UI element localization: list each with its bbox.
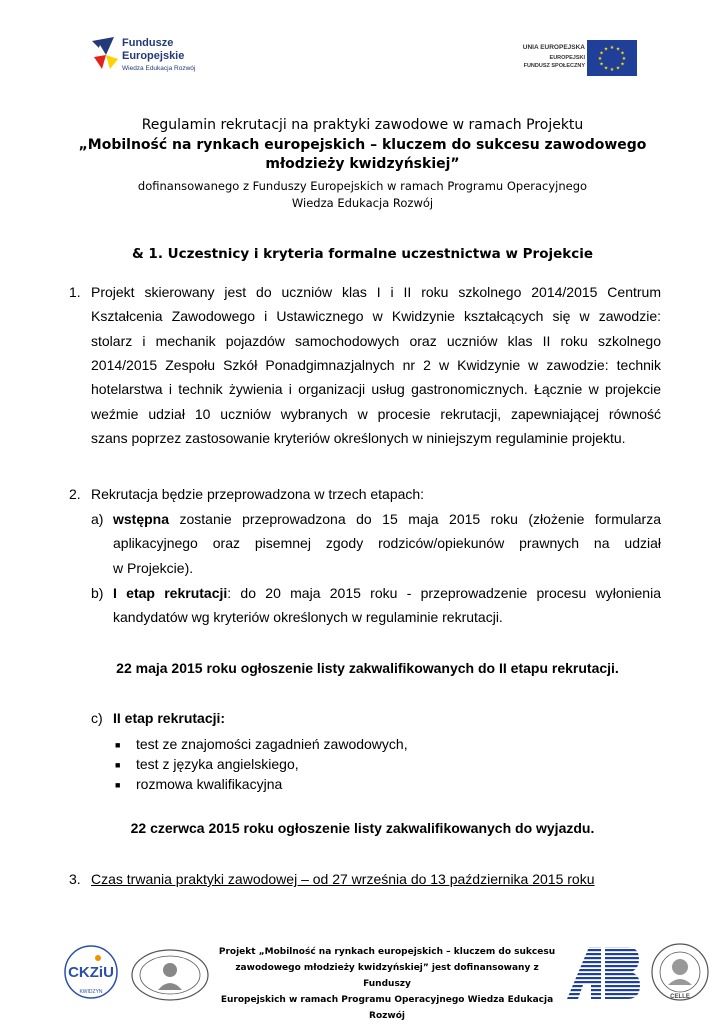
celle-seal-icon [650,941,710,1003]
svg-text:★: ★ [615,65,621,72]
ckziu-logo-text: CKZiU [68,964,114,981]
eu-flag-icon [587,40,637,76]
item-2b-line1 [113,585,661,601]
svg-text:★: ★ [621,56,627,62]
svg-text:★: ★ [599,61,604,68]
school-seal-icon [130,948,210,1003]
item-1-line: 2014/2015 Zespołu Szkół Ponadgimnazjalnych nr 2 w Kwidzynie w zawodzie: technik [91,357,661,373]
bullet-icon: ■ [115,740,121,750]
bullet-item: test z języka angielskiego, [136,756,299,772]
fe-logo-line3: Wiedza Edukacja Rozwój [122,65,196,72]
ckziu-emblem-icon [62,943,120,1001]
item-3-text: Czas trwania praktyki zawodowej – od 27 września do 13 października 2015 roku [91,871,595,887]
svg-text:★: ★ [615,46,621,53]
item-2c-heading: II etap rekrutacji: [113,710,226,726]
svg-text:★: ★ [620,61,625,68]
svg-text:★: ★ [609,45,615,51]
svg-text:★: ★ [603,46,609,53]
svg-text:★: ★ [609,67,615,73]
eu-logo-line3: FUNDUSZ SPOŁECZNY [523,63,585,69]
document-title: Regulamin rekrutacji na praktyki zawodowe w ramach Projektu [141,117,584,133]
item-1-line: Projekt skierowany jest do uczniów klas I i II roku szkolnego 2014/2015 Centrum [91,284,661,300]
ckziu-logo-subtext: KWIDZYN [79,989,103,995]
item-2-number: 2. [69,486,81,502]
item-1-line: szans poprzez zastosowanie kryteriów określonych w niniejszym regulaminie projektu. [91,430,626,446]
ckziu-logo [62,943,120,1001]
svg-text:★: ★ [597,56,603,62]
item-2a-rest: zostanie przeprowadzona do 15 maja 2015 roku (złożenie formularza [169,511,661,527]
footer-line3: Europejskich w ramach Programu Operacyjnego Wiedza Edukacja Rozwój [220,995,554,1021]
item-2c-letter: c) [91,710,103,726]
ab-logo [565,945,640,1000]
item-1-number: 1. [69,284,81,300]
ab-striped-logo-icon [565,945,640,1000]
svg-text:★: ★ [603,65,609,72]
celle-seal-text: CELLE [670,994,690,1000]
fe-logo-line2: Europejskie [122,50,185,62]
item-2a-line2: aplikacyjnego oraz pisemnej zgody rodziców/opiekunów prawnych na udział [113,535,661,551]
footer-project-info [210,944,564,1024]
item-2b-letter: b) [91,585,104,601]
eu-logo-line2: EUROPEJSKI [549,55,585,61]
bullet-item: test ze znajomości zagadnień zawodowych, [136,736,408,752]
fe-star-icon [92,35,120,71]
item-1-line: weźmie udział 10 uczniów wybranych w procesie rekrutacji, zapewniającej równość [91,406,661,422]
celle-school-seal [650,941,710,1003]
funding-line1: dofinansowanego z Funduszy Europejskich w ramach Programu Operacyjnego [137,179,588,193]
item-3-number: 3. [69,871,81,887]
item-1-line: Kształcenia Zawodowego i Ustawicznego w Kwidzynie kształcących się w zawodzie: [91,308,661,324]
notice-qualification-stage2: 22 maja 2015 roku ogłoszenie listy zakwalifikowanych do II etapu rekrutacji. [116,660,619,676]
eu-logo-line1: UNIA EUROPEJSKA [522,44,585,51]
item-1-line: stolarz i mechanik pojazdów samochodowych oraz uczniów klas II roku szkolnego [91,333,661,349]
funding-line2: Wiedza Edukacja Rozwój [291,196,434,210]
ab-logo-text: AB [565,945,567,946]
bullet-icon: ■ [115,780,121,790]
fundusze-europejskie-logo [92,35,222,79]
item-2b-line2: kandydatów wg kryteriów określonych w regulaminie rekrutacji. [113,609,503,625]
svg-text:★: ★ [599,50,604,57]
item-2a-bold: wstępna [113,511,170,527]
bullet-icon: ■ [115,760,121,770]
item-2b-bold: I etap rekrutacji [113,585,228,601]
item-2a-letter: a) [91,511,104,527]
section-heading: & 1. Uczestnicy i kryteria formalne uczestnictwa w Projekcie [131,246,594,262]
project-name-line1: „Mobilność na rynkach europejskich – kluczem do sukcesu zawodowego [78,137,647,153]
eu-social-fund-logo [503,40,637,78]
item-2b-rest: : do 20 maja 2015 roku - przeprowadzenie procesu wyłonienia [227,585,661,601]
project-name-line2: młodzieży kwidzyńskiej” [265,156,460,172]
notice-qualification-trip: 22 czerwca 2015 roku ogłoszenie listy zakwalifikowanych do wyjazdu. [130,820,595,836]
svg-text:★: ★ [620,50,625,57]
school-seal-logo [130,948,210,1003]
item-1-line: hotelarstwa i technik żywienia i organizacji usług gastronomicznych. Łącznie w projekcie [91,381,661,397]
item-2a-line3: w Projekcie). [113,560,194,576]
bullet-item: rozmowa kwalifikacyjna [136,776,283,792]
footer-line2: zawodowego młodzieży kwidzyńskiej” jest dofinansowany z Funduszy [235,963,539,989]
item-2-text: Rekrutacja będzie przeprowadzona w trzech etapach: [91,486,425,502]
item-2a-line1 [113,511,661,527]
footer-line1: Projekt „Mobilność na rynkach europejskich – kluczem do sukcesu [218,947,556,957]
fe-logo-line1: Fundusze [122,37,174,49]
